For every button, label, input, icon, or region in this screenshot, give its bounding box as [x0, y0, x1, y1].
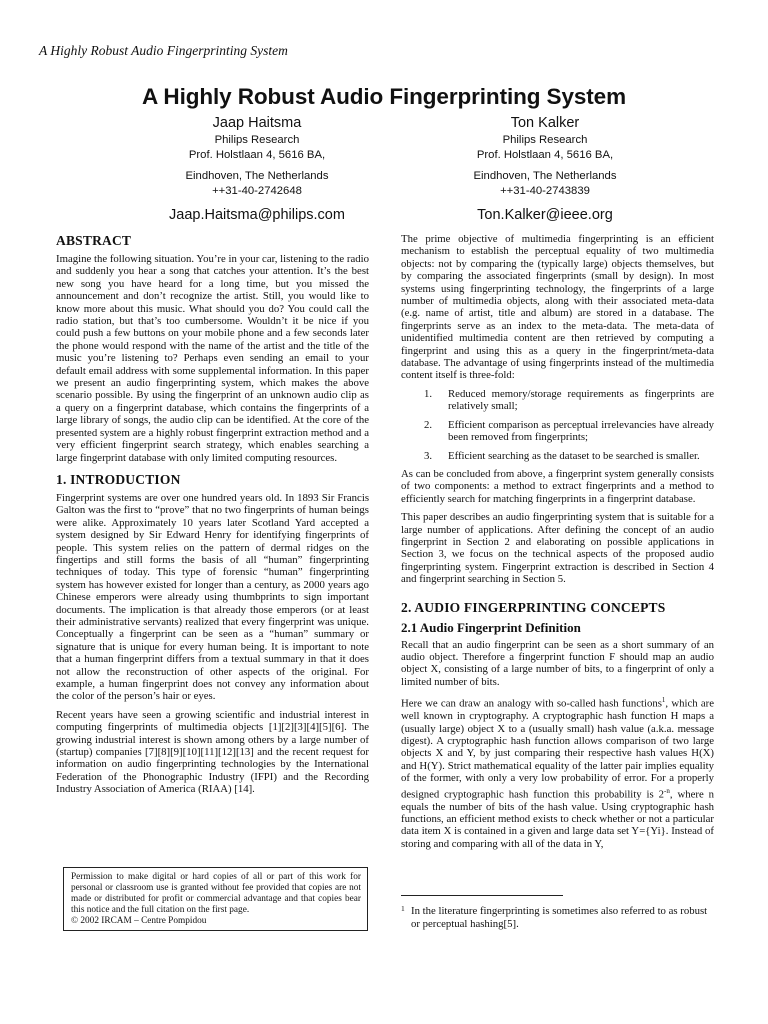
list-item-text: Efficient searching as the dataset to be searched is smaller. [448, 449, 700, 462]
advantages-list [401, 388, 714, 462]
paper-title: A Highly Robust Audio Fingerprinting System [141, 84, 627, 109]
paragraph-text: Here we can draw an analogy with so-called hash functions [401, 697, 662, 710]
section-heading-introduction: 1. INTRODUCTION [56, 471, 181, 487]
list-item-number: 3. [424, 449, 433, 462]
right-column [401, 233, 714, 856]
list-item-number: 2. [424, 418, 433, 431]
footnote-divider [401, 895, 563, 896]
intro-paragraph-1: Fingerprint systems are over one hundred years old. In 1893 Sir Francis Galton was the first to “prove” that no two fingerprints of human beings were alike. Approximately 10 years later Scotland Yard accepted a system designed by Sir Edward Henry for identifying fingerprints of people. This system relies on the pattern of dermal ridges on the fingertips and still forms the basis of all “human” fingerprinting techniques of today. This type of forensic “human” fingerprinting system has however existed for longer than a century, as 2000 years ago Chinese emperors were already using thumbprints to sign important documents. The implication is that already those emperors (or at least their administrative servants) realized that every fingerprint was unique. Conceptually a fingerprint can be seen as a “human” summary or signature that is unique for every human being. It is important to note that a human fingerprint differs from a textual summary in that it does not allow the reconstruction of other aspects of the original. For example, a human fingerprint does not convey any information about the color of the person’s hair or eyes. [56, 491, 369, 703]
author-phone: ++31-40-2742648 [212, 184, 302, 197]
list-item [401, 450, 714, 462]
running-head: A Highly Robust Audio Fingerprinting System [39, 43, 288, 58]
paragraph-text: , where n equals the number of bits of the hash value. Using cryptographic hash functions, an efficient method exists to check whether or not a particular data item X is contained in a given and large data set Y={Yi}. Instead of storing and comparing with all of the data in Y, [401, 788, 714, 850]
author-email[interactable]: Jaap.Haitsma@philips.com [169, 207, 345, 224]
right-paragraph-3: This paper describes an audio fingerprinting system that is suitable for a large number of applications. After defining the concept of an audio fingerprint in Section 2 and elaborating on possible applications in Section 3, we focus on the technical aspects of the proposed audio fingerprinting system. Fingerprint extraction is described in Section 4 and fingerprint searching in Section 5. [401, 511, 714, 586]
author-address-line: Eindhoven, The Netherlands [473, 169, 617, 182]
author-org: Philips Research [502, 134, 588, 147]
author-address-line: Prof. Holstlaan 4, 5616 BA, [188, 149, 326, 162]
copyright-line: © 2002 IRCAM – Centre Pompidou [71, 915, 207, 926]
superscript-exponent: -n [664, 786, 670, 795]
section-heading-concepts: 2. AUDIO FINGERPRINTING CONCEPTS [401, 599, 666, 615]
abstract-text: Imagine the following situation. You’re in your car, listening to the radio and suddenly you hear a song that catches your attention. It’s the best new song you have heard for a long time, but you missed the announcement and don’t recognize the artist. Still, you would like to know more about this music. What should you do? You could call the radio station, but that’s too cumbersome. Wouldn’t it be nice if you could push a few buttons on your mobile phone and a few seconds later the phone would respond with the name of the artist and the title of the music you’re listening to? Perhaps even sending an email to your default email address with some supplemental information. In this paper we present an audio fingerprinting system, which makes the above scenario possible. By using the fingerprint of an unknown audio clip as a query on a fingerprint database, which contains the fingerprints of a large library of songs, the audio clip can be identified. At the core of the presented system are a highly robust fingerprint extraction method and a very efficient fingerprint search strategy, which enables searching a large fingerprint database with only limited computing resources. [56, 253, 369, 464]
list-item-number: 1. [424, 387, 433, 400]
right-paragraph-1: The prime objective of multimedia fingerprinting is an efficient mechanism to establish the perceptual equality of two multimedia objects: not by comparing the (typically large) objects themselves, but by comparing the associated fingerprints (small by design). In most systems using fingerprinting technology, the fingerprints of a large number of multimedia objects, along with their associated meta-data (e.g. name of artist, title and album) are stored in a database. The fingerprints serve as an index to the meta-data. The meta-data of unidentified multimedia content are then retrieved by computing a fingerprint and using this as a query in the fingerprint/meta-data database. The advantage of using fingerprints instead of the multimedia content itself is three-fold: [401, 233, 714, 382]
right-paragraph-5 [401, 694, 714, 850]
paragraph-text: , which are well known in cryptography. A cryptographic hash function H maps a (usually large) object X to a (usually small) hash value (a.k.a. message digest). A cryptographic hash function allows comparison of two large objects X and Y, by just comparing their respective hash values H(X) and H(Y). Strict mathematical equality of the latter pair implies equality of the former, with only a very low probability of error. For a properly designed cryptographic hash function this probability is 2 [401, 697, 714, 801]
footnote-reference[interactable]: 1 [661, 696, 666, 705]
author-phone: ++31-40-2743839 [500, 184, 590, 197]
abstract-heading: ABSTRACT [56, 233, 132, 248]
list-item [401, 388, 714, 413]
author-name: Jaap Haitsma [212, 115, 302, 131]
author-block-2 [400, 114, 690, 226]
author-org: Philips Research [214, 134, 300, 147]
list-item-text: Reduced memory/storage requirements as fingerprints are relatively small; [448, 387, 714, 413]
author-address-line: Prof. Holstlaan 4, 5616 BA, [476, 149, 614, 162]
right-paragraph-2: As can be concluded from above, a fingerprint system generally consists of two components: a method to extract fingerprints and a method to efficiently search for matching fingerprints in a fingerprint database. [401, 467, 714, 505]
author-address-line: Eindhoven, The Netherlands [185, 169, 329, 182]
author-block-1 [112, 114, 402, 226]
list-item [401, 419, 714, 444]
footnote-mark: 1 [401, 904, 405, 913]
author-name: Ton Kalker [510, 115, 580, 131]
footnote-text: In the literature fingerprinting is sometimes also referred to as robust or perceptual hashing[5]. [411, 905, 708, 930]
permission-notice-text: Permission to make digital or hard copies of all or part of this work for personal or classroom use is granted without fee provided that copies are not made or distributed for profit or commercial advantage and that copies bear this notice and the full citation on the first page. [71, 872, 361, 915]
right-paragraph-4: Recall that an audio fingerprint can be seen as a short summary of an audio object. Therefore a fingerprint function F should map an audio object X, consisting of a large number of bits, to a fingerprint of only a limited number of bits. [401, 638, 714, 688]
list-item-text: Efficient comparison as perceptual irrelevancies have already been removed from fingerprints; [448, 418, 714, 444]
author-email[interactable]: Ton.Kalker@ieee.org [477, 207, 613, 224]
subsection-heading-definition: 2.1 Audio Fingerprint Definition [401, 619, 581, 635]
intro-paragraph-2: Recent years have seen a growing scientific and industrial interest in computing fingerprints of multimedia objects [1][2][3][4][5][6]. The growing industrial interest is shown among others by a large number of (startup) companies [7][8][9][10][11][12][13] and the recent request for information on audio fingerprinting technologies by the International Federation of the Phonographic Industry (IFPI) and the Recording Industry Association of America (RIAA) [14]. [56, 708, 369, 796]
permission-notice-box [63, 867, 368, 931]
footnote [401, 905, 714, 931]
left-column [56, 233, 369, 802]
